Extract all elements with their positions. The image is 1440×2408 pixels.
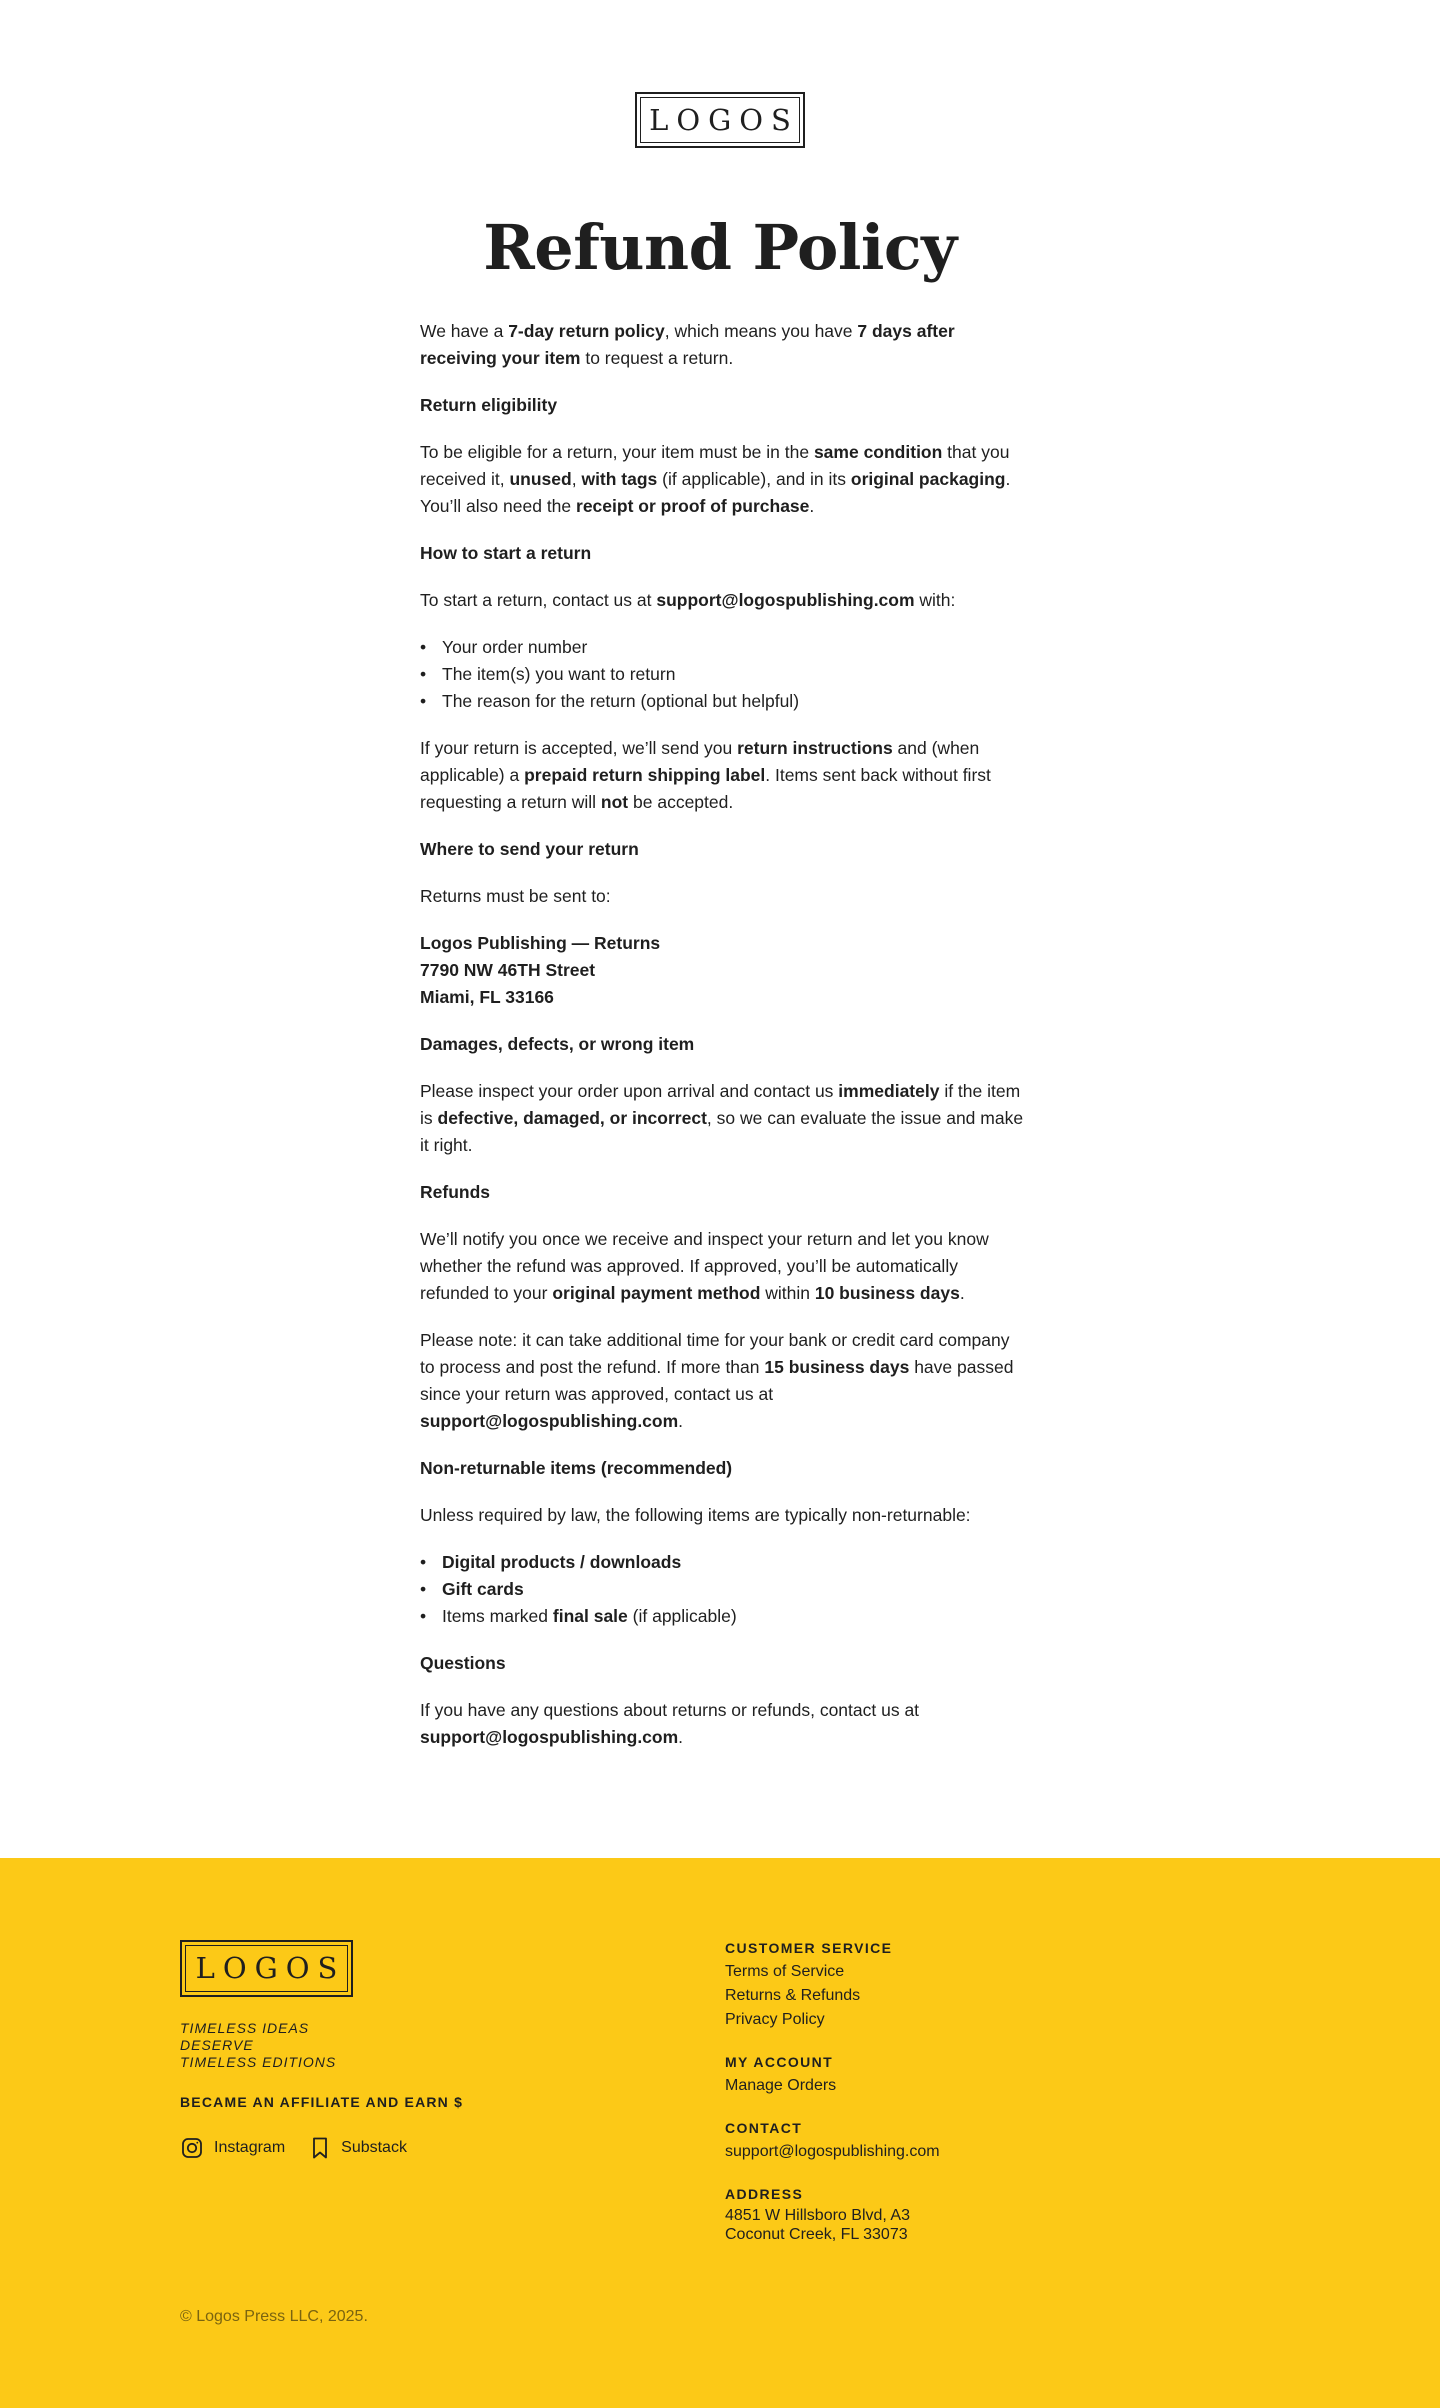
section-heading: CONTACT [725,2120,803,2136]
text-run: The item(s) you want to return [442,664,676,684]
bold-text: support@logospublishing.com [420,1411,679,1431]
section-heading: MY ACCOUNT [725,2054,834,2070]
substack-link[interactable] [309,2136,407,2160]
text-run: . [678,1727,684,1747]
text-run: We’ll notify you once we receive and inspect your return and let you know whether the refund was approved. If approved, you’ll be automatically refunded to your [420,1229,989,1303]
bold-text: same condition [813,442,943,462]
account-section [725,2052,1125,2098]
text-run: that you received it, [420,442,1010,489]
text-run: (if applicable), and in its [657,469,851,489]
paragraph [420,883,1025,910]
list-item [420,1549,1025,1576]
section-heading: How to start a return [420,543,592,563]
address-line: Miami, FL 33166 [420,987,554,1007]
bold-text: support@logospublishing.com [656,590,915,610]
list-item [420,1576,1025,1603]
text-run: (if applicable) [627,1606,737,1626]
paragraph [420,318,1025,372]
instagram-label: Instagram [214,2139,286,2156]
paragraph [420,587,1025,614]
text-run: . [678,1411,684,1431]
text-run: within [760,1283,815,1303]
address-section [725,2184,1125,2244]
terms-link[interactable]: Terms of Service [725,1963,845,1980]
returns-link[interactable]: Returns & Refunds [725,1987,861,2004]
text-run: If you have any questions about returns or refunds, contact us at [420,1700,920,1720]
social-links [180,2136,407,2160]
instagram-link[interactable] [180,2136,285,2160]
substack-label: Substack [341,2139,407,2156]
text-run: To be eligible for a return, your item must be in the [420,442,814,462]
text-run: To start a return, contact us at [420,590,657,610]
tagline-line: TIMELESS EDITIONS [180,2054,337,2070]
bullet-list [420,1549,1025,1630]
text-run: be accepted. [628,792,734,812]
bold-text: unused [509,469,572,489]
text-run: The reason for the return (optional but helpful) [442,691,800,711]
logo-text: LOGOS [649,102,799,137]
list-item [420,661,1025,688]
address-line: 7790 NW 46TH Street [420,960,596,980]
text-run: , so we can evaluate the issue and make it right. [420,1108,1024,1155]
text-run: Please inspect your order upon arrival and contact us [420,1081,839,1101]
tagline-line: TIMELESS IDEAS [180,2020,310,2036]
text-run: to request a return. [580,348,734,368]
bold-text: prepaid return shipping label [524,765,766,785]
bold-text: original payment method [552,1283,761,1303]
section-heading: ADDRESS [725,2186,804,2202]
tagline [180,2020,336,2071]
policy-content [420,318,1025,1771]
text-run: . [959,1283,965,1303]
text-run: We have a [420,321,509,341]
text-run: Please note: it can take additional time for your bank or credit card company to process and post the refund. If more than [420,1330,1010,1377]
bold-text: 10 business days [814,1283,960,1303]
text-run: with: [914,590,956,610]
paragraph [420,1327,1025,1435]
text-run: , which means you have [664,321,858,341]
return-address [420,930,1025,1011]
bookmark-icon [309,2136,331,2160]
site-footer [0,1858,1440,2408]
bullet-list [420,634,1025,715]
text-run: . You’ll also need the [420,469,1011,516]
text-run: Your order number [442,637,588,657]
footer-links [725,1938,1125,2264]
text-run: Returns must be sent to: [420,886,611,906]
text-run: and (when applicable) a [420,738,980,785]
paragraph [420,1502,1025,1529]
paragraph [420,1226,1025,1307]
header-logo[interactable] [635,92,805,148]
section-heading: Where to send your return [420,839,639,859]
bold-text: 7-day return policy [508,321,665,341]
section-heading: Questions [420,1653,506,1673]
section-heading: CUSTOMER SERVICE [725,1940,893,1956]
section-heading: Damages, defects, or wrong item [420,1034,695,1054]
address-line: Coconut Creek, FL 33073 [725,2226,908,2243]
text-run: Items marked [442,1606,553,1626]
text-run: If your return is accepted, we’ll send you [420,738,738,758]
bold-text: immediately [838,1081,940,1101]
text-run: , [571,469,582,489]
bold-text: Gift cards [442,1579,524,1599]
paragraph [420,1697,1025,1751]
bold-text: Digital products / downloads [442,1552,682,1572]
bold-text: original packaging [850,469,1006,489]
list-item [420,688,1025,715]
affiliate-link[interactable]: BECAME AN AFFILIATE AND EARN $ [180,2094,464,2110]
bold-text: defective, damaged, or incorrect [437,1108,707,1128]
bold-text: support@logospublishing.com [420,1727,679,1747]
bold-text: final sale [552,1606,628,1626]
section-heading: Return eligibility [420,395,558,415]
contact-email-link[interactable]: support@logospublishing.com [725,2143,940,2160]
text-run: . [809,496,815,516]
section-heading: Non-returnable items (recommended) [420,1458,733,1478]
address-line: Logos Publishing — Returns [420,933,661,953]
text-run: have passed since your return was approved, contact us at [420,1357,1014,1404]
contact-section [725,2118,1125,2164]
list-item [420,634,1025,661]
bold-text: return instructions [737,738,893,758]
manage-orders-link[interactable]: Manage Orders [725,2077,837,2094]
paragraph [420,735,1025,816]
instagram-icon [180,2136,204,2160]
list-item [420,1603,1025,1630]
copyright: © Logos Press LLC, 2025. [180,2308,368,2325]
footer-logo[interactable] [180,1940,353,1997]
bold-text: with tags [581,469,658,489]
text-run: . Items sent back without first requesting a return will [420,765,991,812]
section-heading: Refunds [420,1182,490,1202]
paragraph [420,439,1025,520]
logo-text: LOGOS [195,1951,346,1985]
bold-text: 7 days after receiving your item [420,321,955,368]
bold-text: receipt or proof of purchase [576,496,810,516]
paragraph [420,1078,1025,1159]
tagline-line: DESERVE [180,2037,254,2053]
bold-text: not [600,792,629,812]
text-run: Unless required by law, the following items are typically non-returnable: [420,1505,971,1525]
privacy-link[interactable]: Privacy Policy [725,2011,825,2028]
address-line: 4851 W Hillsboro Blvd, A3 [725,2207,910,2224]
page-title: Refund Policy [483,211,957,284]
bold-text: 15 business days [764,1357,910,1377]
text-run: if the item is [420,1081,1021,1128]
customer-service-section [725,1938,1125,2032]
